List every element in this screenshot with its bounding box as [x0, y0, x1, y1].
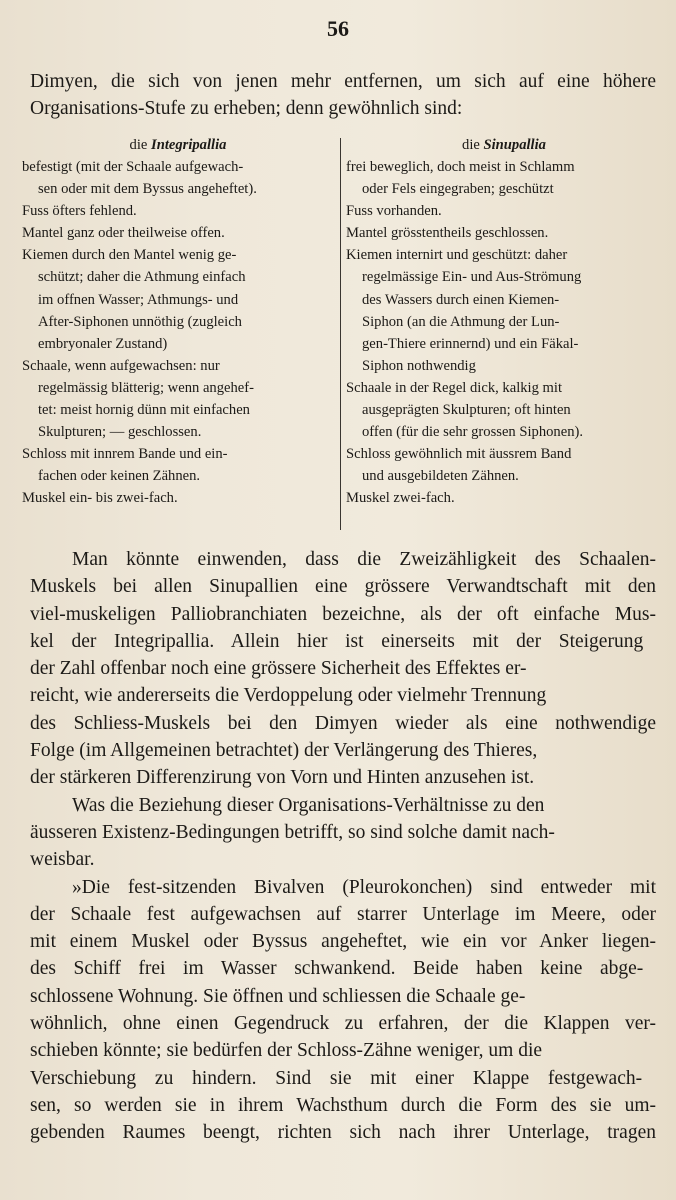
- text-line: Was die Beziehung dieser Organisations-Verhältnisse zu den: [72, 794, 545, 816]
- column-item-line: Kiemen durch den Mantel wenig ge-: [22, 247, 237, 264]
- column-item-line: Schloss mit innrem Bande und ein-: [22, 446, 228, 463]
- text-line: äusseren Existenz-Bedingungen betrifft, so sind solche damit nach-: [30, 821, 555, 843]
- text-line: Muskels bei allen Sinupallien eine grössere Verwandtschaft mit den: [30, 576, 656, 598]
- text-line: der stärkeren Differenzirung von Vorn und Hinten anzusehen ist.: [30, 767, 535, 789]
- column-item-line: Muskel zwei-fach.: [346, 490, 455, 507]
- text-line: der Zahl offenbar noch eine grössere Sicherheit des Effektes er-: [30, 658, 527, 680]
- column-item-line: im offnen Wasser; Athmungs- und: [38, 291, 239, 308]
- column-item: [22, 443, 334, 487]
- intro-line: Organisations-Stufe zu erheben; denn gewöhnlich sind:: [30, 98, 463, 119]
- text-line: weisbar.: [30, 849, 95, 871]
- column-item: [346, 244, 662, 377]
- column-item-line: Skulpturen; — geschlossen.: [38, 424, 202, 441]
- column-item-line: und ausgebildeten Zähnen.: [362, 468, 519, 485]
- column-item-line: gen-Thiere erinnernd) und ein Fäkal-: [362, 335, 579, 352]
- column-heading-prefix: die: [129, 137, 152, 153]
- text-line: viel-muskeligen Palliobranchiaten bezeichne, als der oft einfache Mus-: [30, 603, 656, 625]
- column-item-line: Schaale in der Regel dick, kalkig mit: [346, 379, 563, 396]
- column-heading: [22, 134, 334, 156]
- text-line: des Schiff frei im Wasser schwankend. Beide haben keine abge-: [30, 958, 644, 980]
- intro-line: Dimyen, die sich von jenen mehr entfernen, um sich auf eine höhere: [30, 71, 656, 92]
- column-item: [346, 156, 662, 200]
- text-line: kel der Integripallia. Allein hier ist einerseits mit der Steigerung: [30, 630, 644, 652]
- text-line: mit einem Muskel oder Byssus angeheftet, wie ein vor Anker liegen-: [30, 931, 656, 953]
- text-line: gebenden Raumes beengt, richten sich nach ihrer Unterlage, tragen: [30, 1122, 656, 1144]
- text-line: reicht, wie andererseits die Verdoppelung oder vielmehr Trennung: [30, 685, 547, 707]
- column-item-line: fachen oder keinen Zähnen.: [38, 468, 201, 485]
- main-text: [30, 546, 658, 1147]
- column-item-line: regelmässige Ein- und Aus-Strömung: [362, 269, 582, 286]
- text-line: der Schaale fest aufgewachsen auf starrer Unterlage im Meere, oder: [30, 903, 656, 925]
- column-item: [346, 200, 662, 222]
- column-item-line: befestigt (mit der Schaale aufgewach-: [22, 159, 244, 175]
- column-item-line: Fuss öfters fehlend.: [22, 203, 137, 220]
- column-item: [346, 222, 662, 244]
- text-line: sen, so werden sie in ihrem Wachsthum durch die Form des sie um-: [30, 1094, 656, 1116]
- text-line: des Schliess-Muskels bei den Dimyen wieder als eine nothwendige: [30, 712, 656, 734]
- column-heading-name: Integripallia: [151, 137, 227, 153]
- text-line: Folge (im Allgemeinen betrachtet) der Verlängerung des Thieres,: [30, 740, 538, 762]
- text-line: wöhnlich, ohne einen Gegendruck zu erfahren, der die Klappen ver-: [30, 1013, 656, 1035]
- column-item-line: Schloss gewöhnlich mit äussrem Band: [346, 446, 572, 463]
- column-item-line: Kiemen internirt und geschützt: daher: [346, 247, 568, 264]
- column-item: [22, 487, 334, 509]
- comparison-columns: [22, 134, 662, 534]
- column-item-line: tet: meist hornig dünn mit einfachen: [38, 402, 250, 419]
- integripallia-column: [22, 134, 334, 510]
- column-item-line: regelmässig blätterig; wenn angehef-: [38, 379, 254, 396]
- column-item-line: schützt; daher die Athmung einfach: [38, 269, 246, 286]
- column-item-line: Muskel ein- bis zwei-fach.: [22, 490, 178, 507]
- column-item: [346, 487, 662, 509]
- column-item-line: Siphon (an die Athmung der Lun-: [362, 313, 560, 330]
- column-divider: [340, 138, 341, 530]
- column-item-line: oder Fels eingegraben; geschützt: [362, 181, 554, 198]
- column-item-line: Schaale, wenn aufgewachsen: nur: [22, 357, 220, 374]
- column-item: [22, 244, 334, 354]
- column-item-line: embryonaler Zustand): [38, 335, 168, 352]
- column-item-line: sen oder mit dem Byssus angeheftet).: [38, 181, 257, 198]
- column-item-line: Mantel grösstentheils geschlossen.: [346, 225, 549, 242]
- column-item: [22, 222, 334, 244]
- intro-paragraph: [30, 68, 658, 122]
- column-item: [22, 200, 334, 222]
- text-line: »Die fest-sitzenden Bivalven (Pleurokonchen) sind entweder mit: [72, 876, 656, 898]
- column-item-line: Mantel ganz oder theilweise offen.: [22, 225, 225, 242]
- column-item-line: des Wassers durch einen Kiemen-: [362, 291, 560, 308]
- column-item-line: frei beweglich, doch meist in Schlamm: [346, 159, 575, 175]
- text-line: Man könnte einwenden, dass die Zweizähligkeit des Schaalen-: [72, 549, 656, 570]
- column-item-line: After-Siphonen unnöthig (zugleich: [38, 313, 242, 330]
- column-item-line: offen (für die sehr grossen Siphonen).: [362, 424, 584, 441]
- column-item-line: Fuss vorhanden.: [346, 203, 442, 220]
- page-number: 56: [327, 16, 349, 41]
- column-item: [346, 443, 662, 487]
- column-item-line: ausgeprägten Skulpturen; oft hinten: [362, 402, 571, 419]
- column-item: [22, 156, 334, 200]
- sinupallia-column: [346, 134, 662, 510]
- column-heading-name: Sinupallia: [483, 137, 546, 153]
- column-item-line: Siphon nothwendig: [362, 357, 476, 374]
- column-item: [22, 355, 334, 443]
- text-line: Verschiebung zu hindern. Sind sie mit einer Klappe festgewach-: [30, 1067, 643, 1089]
- column-item: [346, 377, 662, 443]
- column-heading: [346, 134, 662, 156]
- text-line: schieben könnte; sie bedürfen der Schloss-Zähne weniger, um die: [30, 1040, 543, 1062]
- text-line: schlossene Wohnung. Sie öffnen und schliessen die Schaale ge-: [30, 985, 526, 1007]
- column-heading-prefix: die: [462, 137, 484, 153]
